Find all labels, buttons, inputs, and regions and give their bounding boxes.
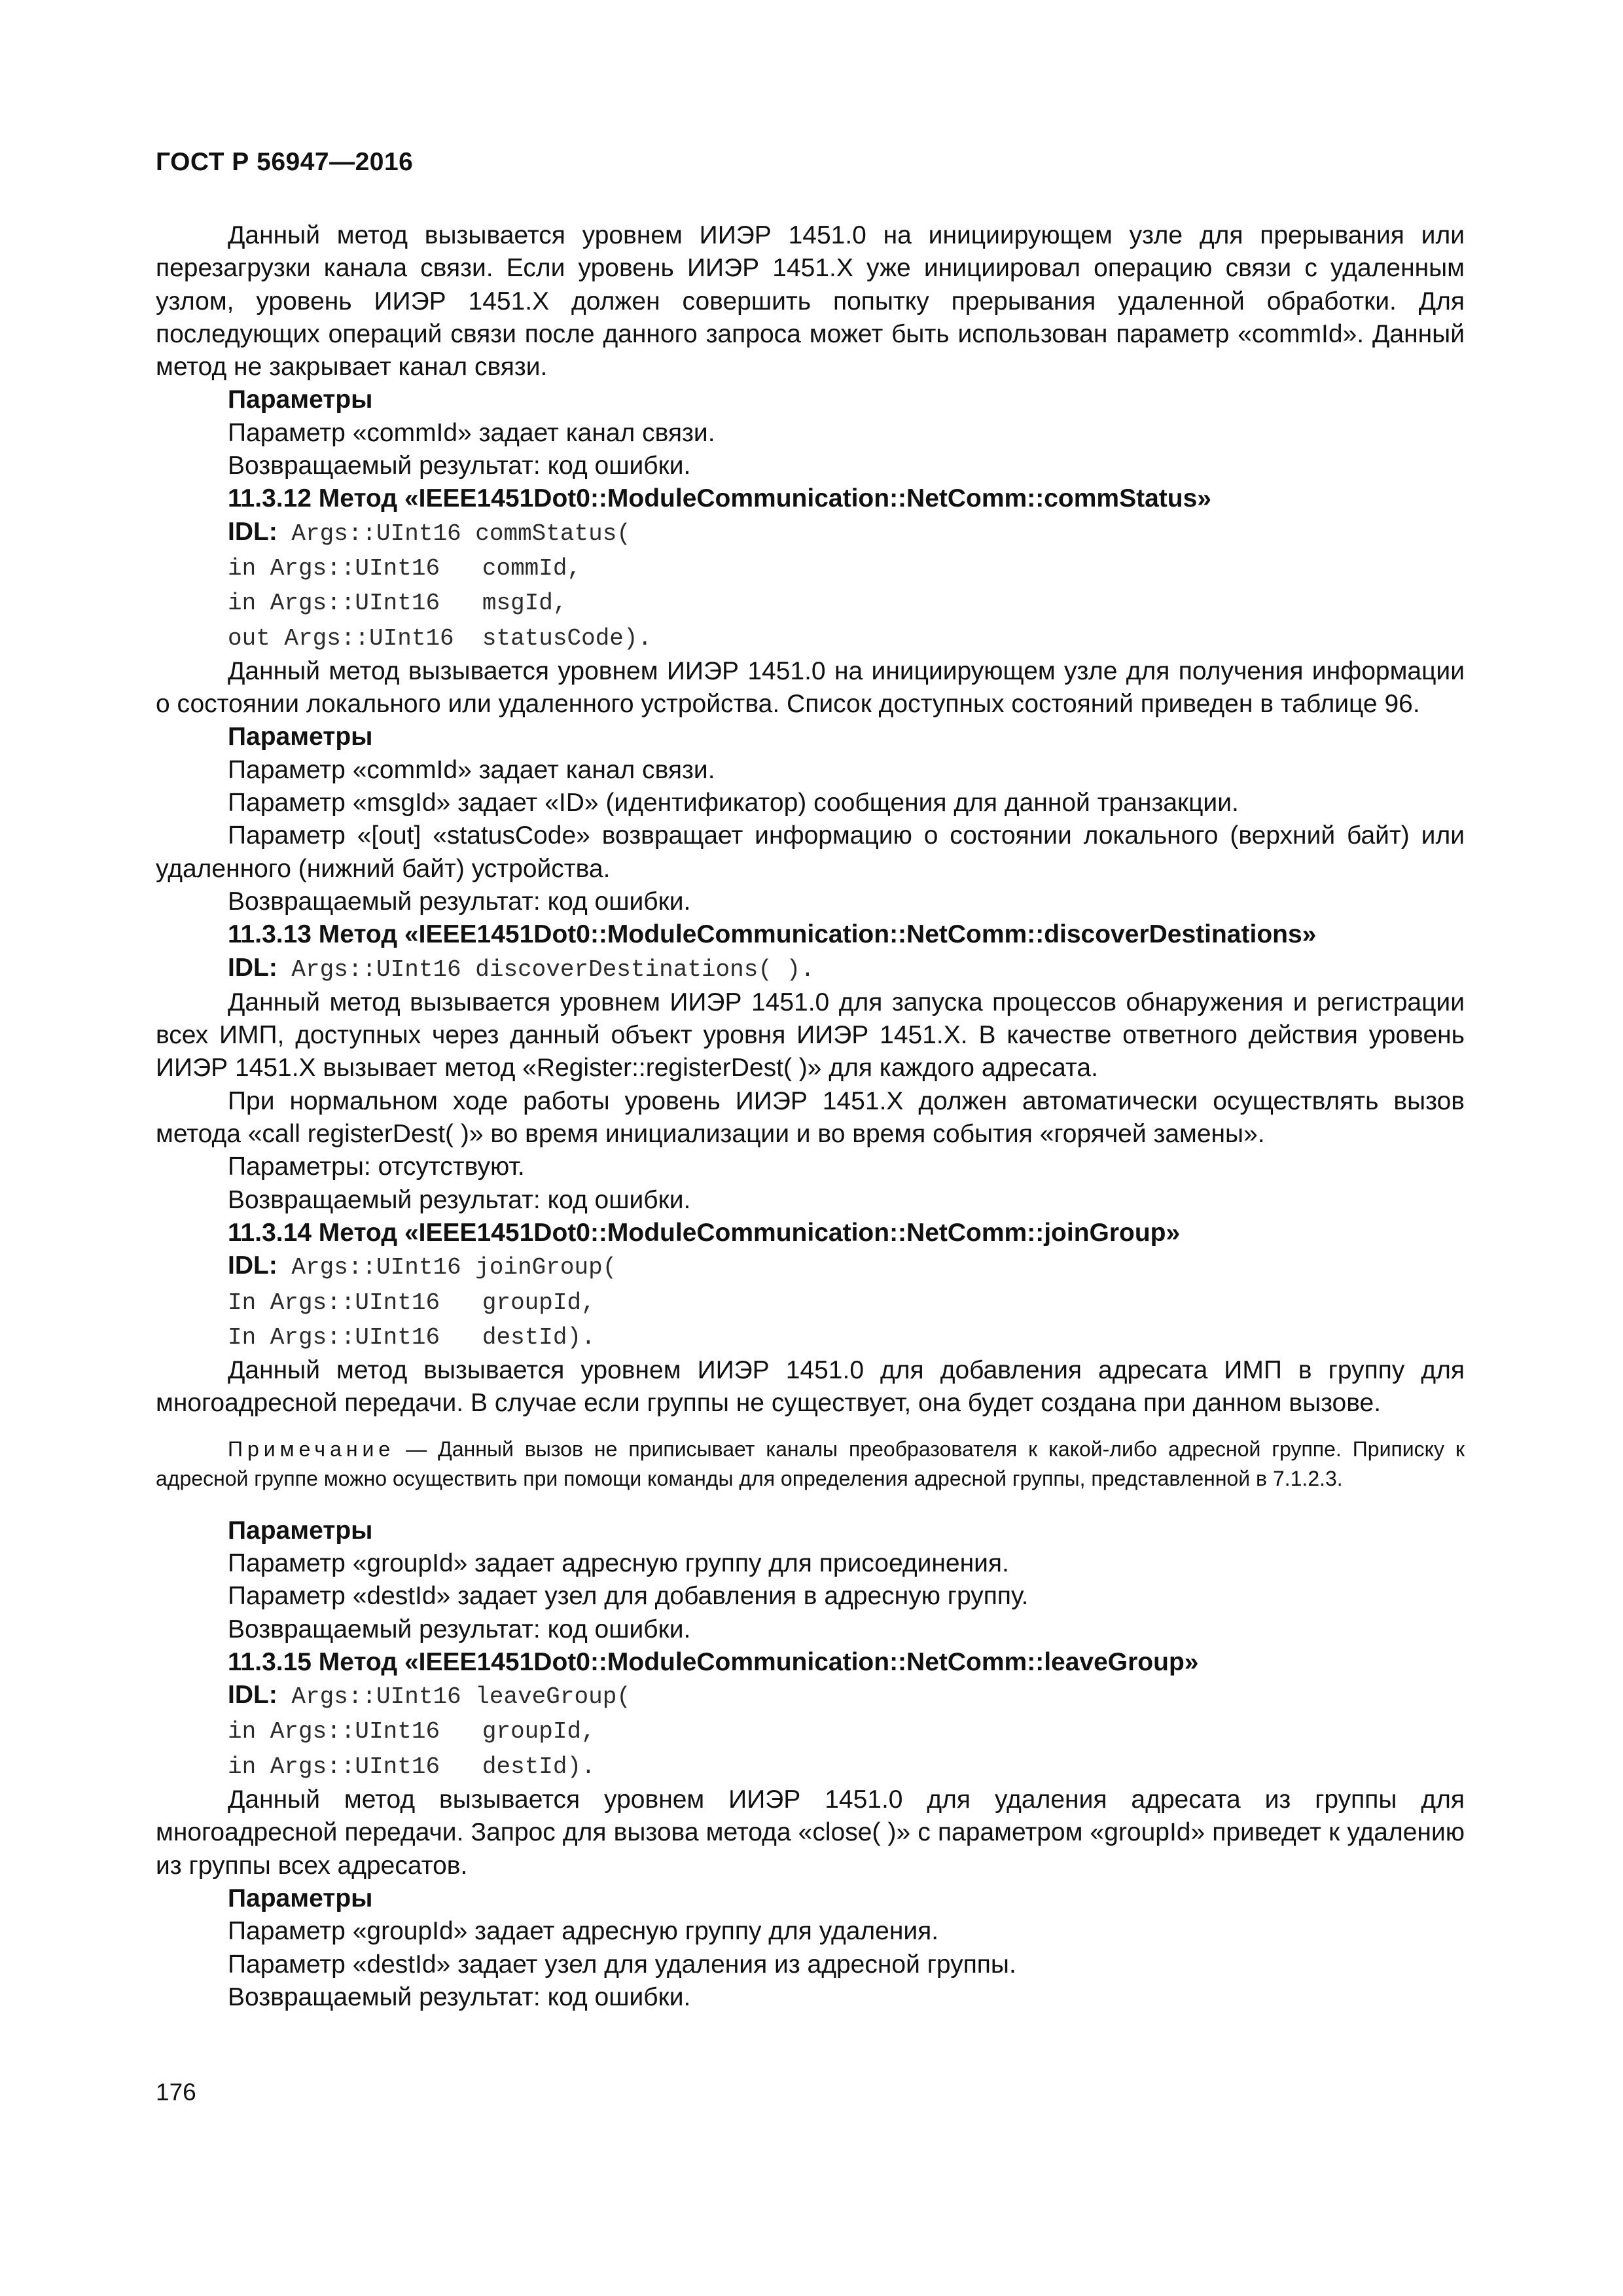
param-line: Параметр «destId» задает узел для добавления в адресную группу. — [228, 1582, 1029, 1611]
section-heading: 11.3.15 Метод «IEEE1451Dot0::ModuleCommunication::NetComm::leaveGroup» — [228, 1647, 1199, 1676]
param-line: Параметр «groupId» задает адресную группу для присоединения. — [228, 1549, 1009, 1577]
document-header: ГОСТ Р 56947—2016 — [156, 148, 414, 176]
idl-line — [156, 585, 1465, 620]
param-line: Параметр «[out] «statusCode» возвращает информацию о состоянии локального (верхний байт) или удаленного (нижний байт) устройства. — [156, 821, 1465, 883]
paragraph: Данный метод вызывается уровнем ИИЭР 1451.0 для запуска процессов обнаружения и регистрации всех ИМП, доступных через данный объект уровня ИИЭР 1451.X. В качестве ответного действия уровень ИИЭР 1451.X вызывает метод «Register::registerDest( )» для каждого адресата. — [156, 988, 1465, 1083]
return-line: Возвращаемый результат: код ошибки. — [228, 452, 691, 480]
idl-line — [156, 620, 1465, 655]
idl-line — [156, 1749, 1465, 1784]
params-heading: Параметры — [228, 1884, 373, 1912]
section-heading: 11.3.13 Метод «IEEE1451Dot0::ModuleCommunication::NetComm::discoverDestinations» — [228, 920, 1317, 949]
idl-code: Args::UInt16 leaveGroup( — [277, 1683, 631, 1711]
param-line: Параметры: отсутствуют. — [228, 1153, 525, 1181]
idl-line — [156, 1285, 1465, 1319]
idl-code: in Args::UInt16 msgId, — [228, 590, 567, 617]
note-text: — Данный вызов не приписывает каналы преобразователя к какой-либо адресной группе. Приписку к адресной группе можно осуществить при помощи команды для определения адресной группы, представленной в 7.1.2.3. — [156, 1437, 1465, 1490]
return-line: Возвращаемый результат: код ошибки. — [228, 1982, 691, 2011]
param-line: Параметр «destId» задает узел для удаления из адресной группы. — [228, 1950, 1016, 1979]
params-heading: Параметры — [228, 1516, 373, 1545]
return-line: Возвращаемый результат: код ошибки. — [228, 1185, 691, 1214]
section-heading: 11.3.12 Метод «IEEE1451Dot0::ModuleCommunication::NetComm::commStatus» — [228, 484, 1211, 513]
return-line: Возвращаемый результат: код ошибки. — [228, 887, 691, 916]
idl-label: IDL: — [228, 1681, 277, 1710]
note-label: Примечание — [228, 1437, 395, 1461]
document-body — [156, 219, 1465, 2014]
paragraph: Данный метод вызывается уровнем ИИЭР 1451.0 для удаления адресата из группы для многоадресной передачи. Запрос для вызова метода «close( )» с параметром «groupId» приведет к удалению из группы всех адресатов. — [156, 1785, 1465, 1880]
idl-line — [156, 550, 1465, 585]
idl-line — [156, 1319, 1465, 1354]
paragraph: Данный метод вызывается уровнем ИИЭР 1451.0 на инициирующем узле для получения информации о состоянии локального или удаленного устройства. Список доступных состояний приведен в таблице 96. — [156, 656, 1465, 719]
return-line: Возвращаемый результат: код ошибки. — [228, 1615, 691, 1643]
param-line: Параметр «commId» задает канал связи. — [228, 755, 715, 784]
page-number: 176 — [156, 2079, 196, 2106]
paragraph: Данный метод вызывается уровнем ИИЭР 1451.0 на инициирующем узле для прерывания или перезагрузки канала связи. Если уровень ИИЭР 1451.X уже инициировал операцию связи с удаленным узлом, уровень ИИЭР 1451.X должен совершить попытку прерывания удаленной обработки. Для последующих операций связи после данного запроса может быть использован параметр «commId». Данный метод не закрывает канал связи. — [156, 221, 1465, 382]
idl-code: Args::UInt16 joinGroup( — [277, 1254, 617, 1282]
idl-code: in Args::UInt16 groupId, — [228, 1718, 596, 1746]
paragraph: Данный метод вызывается уровнем ИИЭР 1451.0 для добавления адресата ИМП в группу для многоадресной передачи. В случае если группы не существует, она будет создана при данном вызове. — [156, 1356, 1465, 1418]
idl-line — [156, 516, 1465, 550]
idl-line — [156, 1679, 1465, 1713]
idl-code: out Args::UInt16 statusCode). — [228, 624, 652, 652]
paragraph: При нормальном ходе работы уровень ИИЭР 1451.X должен автоматически осуществлять вызов метода «call registerDest( )» во время инициализации и во время события «горячей замены». — [156, 1086, 1465, 1149]
idl-line — [156, 1713, 1465, 1748]
idl-code: Args::UInt16 discoverDestinations( ). — [277, 956, 815, 983]
idl-label: IDL: — [228, 953, 277, 982]
param-line: Параметр «commId» задает канал связи. — [228, 418, 715, 447]
idl-label: IDL: — [228, 517, 277, 546]
document-page — [156, 0, 1465, 2296]
idl-code: In Args::UInt16 destId). — [228, 1323, 596, 1351]
section-heading: 11.3.14 Метод «IEEE1451Dot0::ModuleCommunication::NetComm::joinGroup» — [228, 1218, 1181, 1247]
param-line: Параметр «groupId» задает адресную группу для удаления. — [228, 1917, 939, 1946]
idl-line — [156, 1249, 1465, 1284]
idl-label: IDL: — [228, 1251, 277, 1280]
note — [156, 1435, 1465, 1494]
idl-code: in Args::UInt16 commId, — [228, 554, 582, 582]
params-heading: Параметры — [228, 723, 373, 751]
idl-code: In Args::UInt16 groupId, — [228, 1289, 596, 1316]
idl-code: in Args::UInt16 destId). — [228, 1753, 596, 1780]
idl-code: Args::UInt16 commStatus( — [277, 520, 631, 547]
params-heading: Параметры — [228, 386, 373, 414]
idl-line — [156, 952, 1465, 986]
param-line: Параметр «msgId» задает «ID» (идентификатор) сообщения для данной транзакции. — [228, 789, 1239, 817]
